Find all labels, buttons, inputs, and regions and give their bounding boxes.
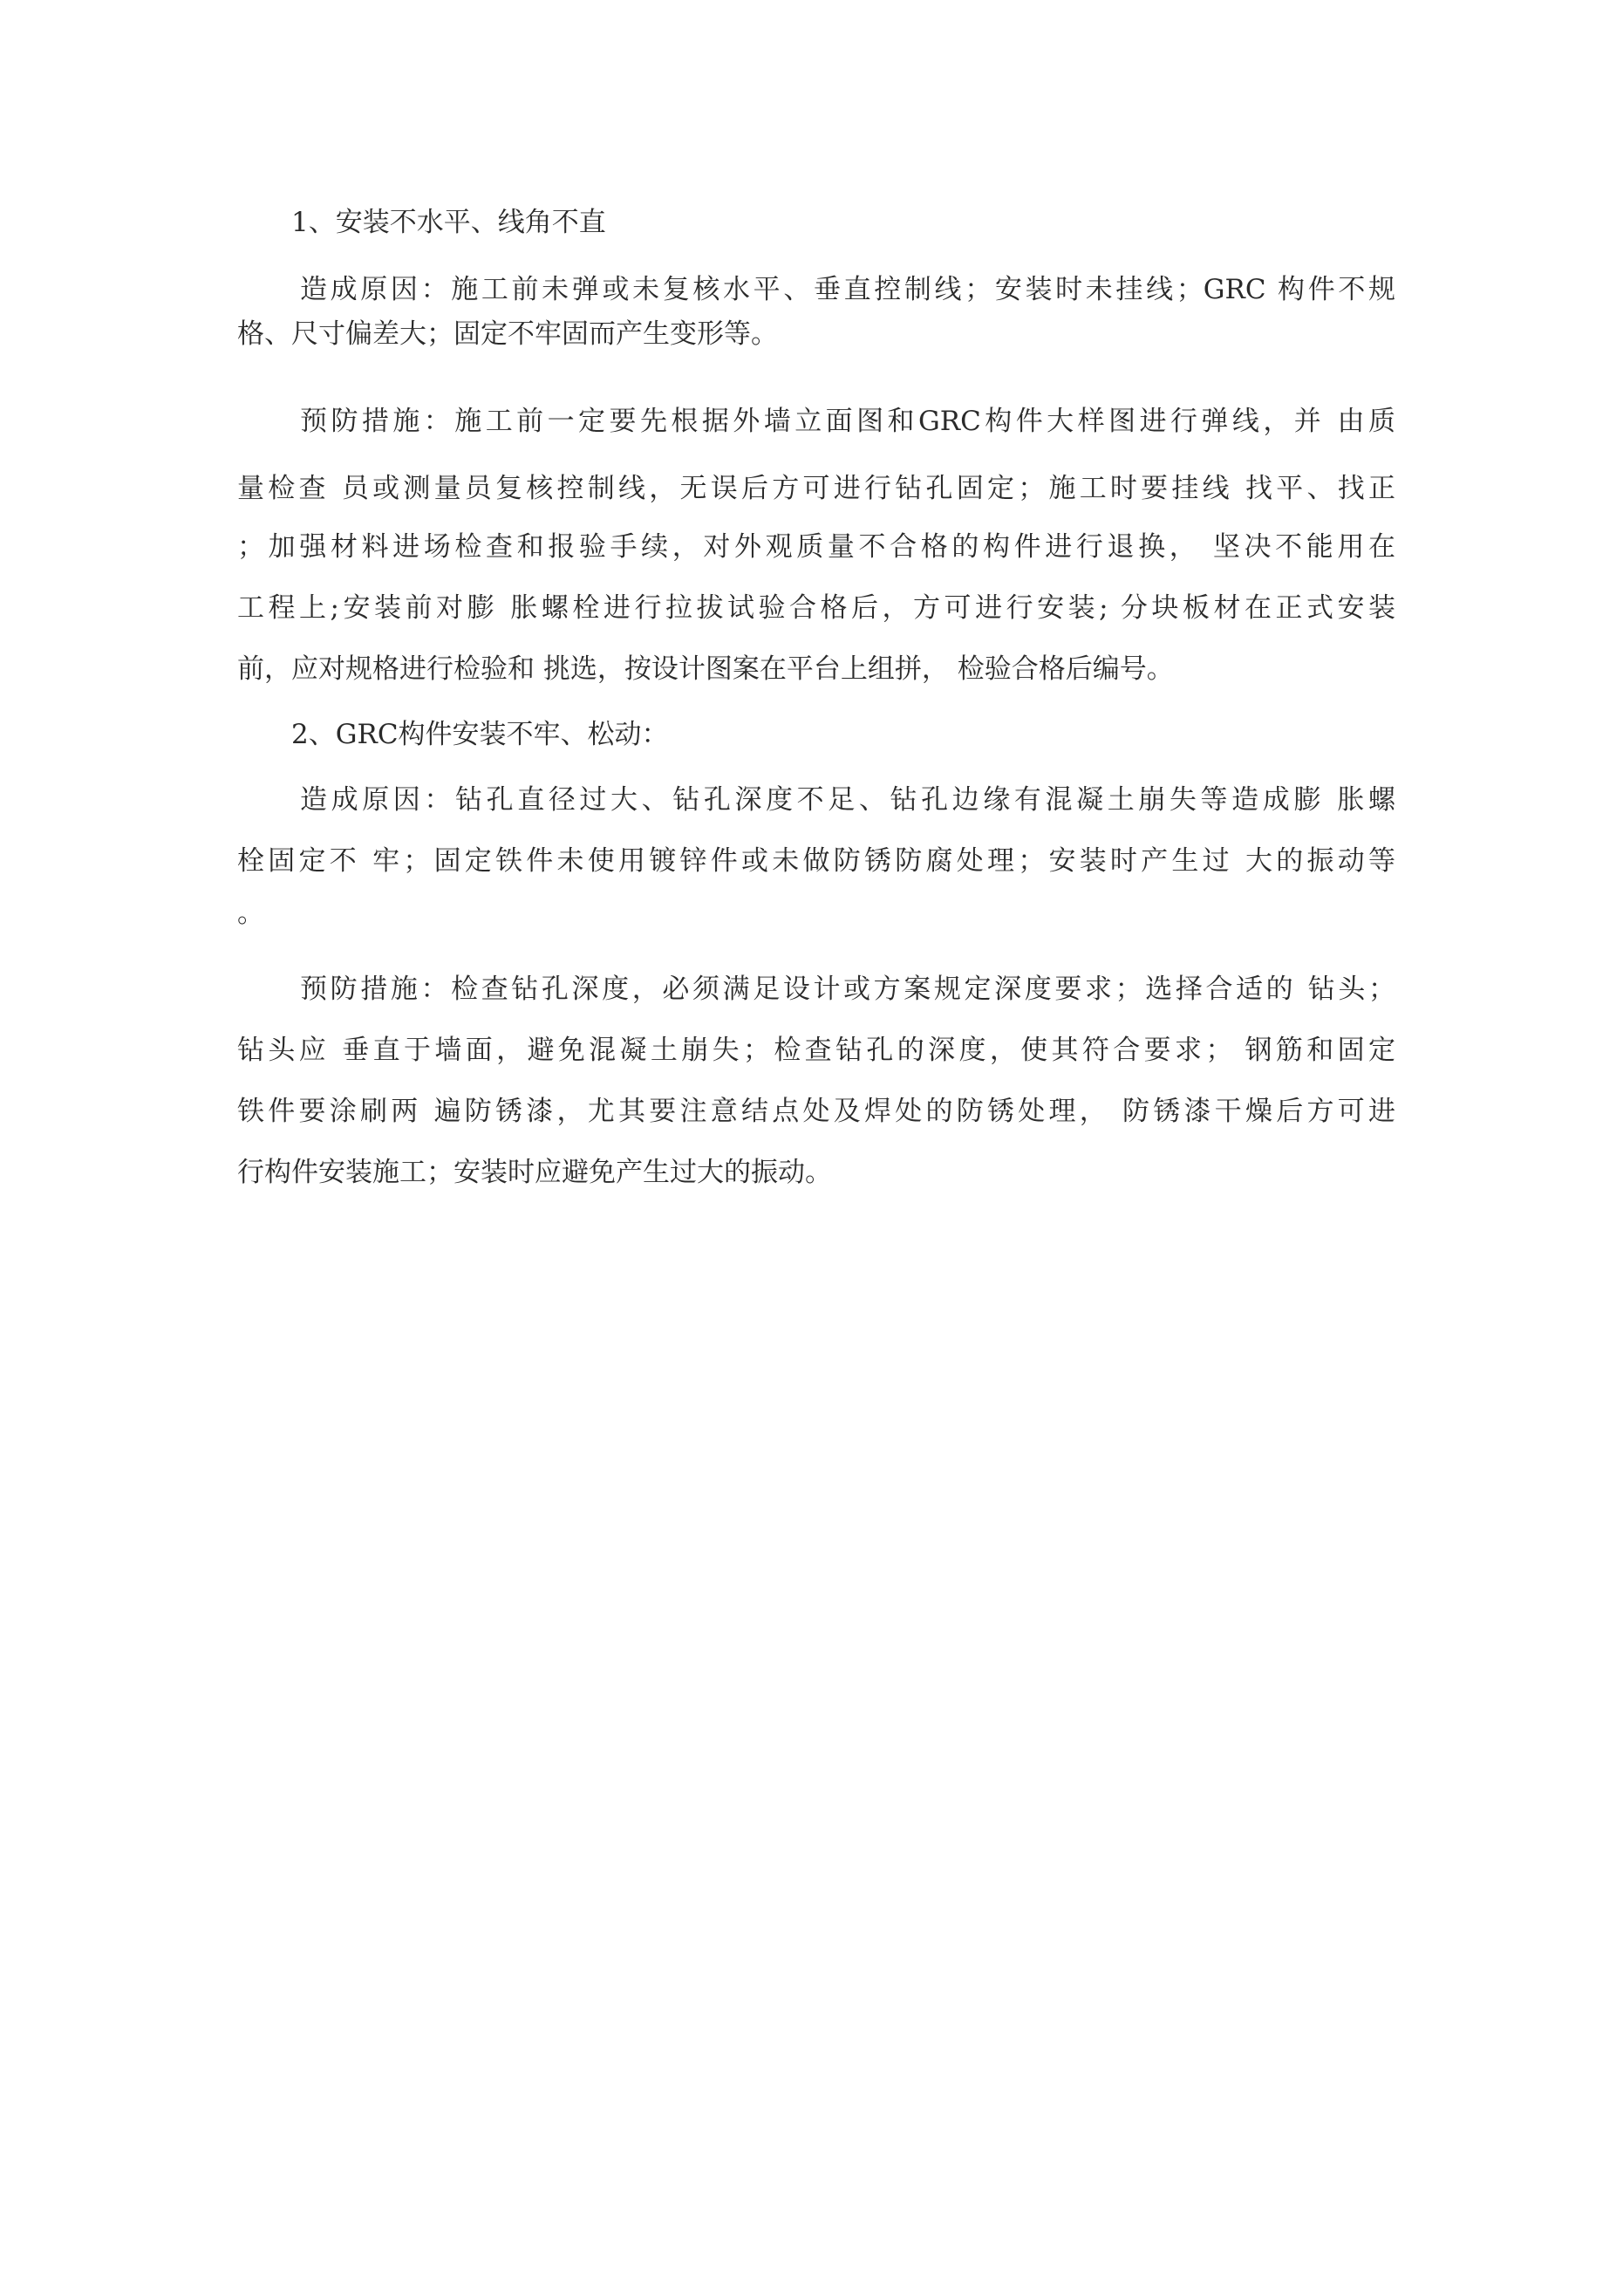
paragraph-line: 造成原因：施工前未弹或未复核水平、垂直控制线；安装时未挂线；GRC 构件不规 — [300, 274, 1395, 305]
section-heading: 2、GRC构件安装不牢、松动： — [291, 719, 669, 750]
paragraph-line: ；加强材料进场检查和报验手续，对外观质量不合格的构件进行退换， 坚决不能用在 — [237, 531, 1395, 563]
paragraph-line: 栓固定不 牢；固定铁件未使用镀锌件或未做防锈防腐处理；安装时产生过 大的振动等 — [237, 845, 1395, 877]
paragraph-line: 。 — [237, 898, 264, 929]
paragraph-line: 预防措施：检查钻孔深度，必须满足设计或方案规定深度要求；选择合适的 钻头； — [300, 974, 1395, 1005]
paragraph-line: 工程上;安装前对膨 胀螺栓进行拉拔试验合格后，方可进行安装; 分块板材在正式安装 — [237, 592, 1395, 624]
paragraph-line: 量检查 员或测量员复核控制线，无误后方可进行钻孔固定；施工时要挂线 找平、找正 — [237, 473, 1395, 504]
paragraph-line: 钻头应 垂直于墙面，避免混凝土崩失；检查钻孔的深度，使其符合要求； 钢筋和固定 — [237, 1035, 1395, 1066]
paragraph-line: 造成原因：钻孔直径过大、钻孔深度不足、钻孔边缘有混凝土崩失等造成膨 胀螺 — [300, 784, 1395, 816]
paragraph-line: 预防措施：施工前一定要先根据外墙立面图和GRC构件大样图进行弹线，并 由质 — [300, 406, 1395, 437]
paragraph-line: 格、尺寸偏差大；固定不牢固而产生变形等。 — [237, 318, 778, 350]
paragraph-line: 行构件安装施工；安装时应避免产生过大的振动。 — [237, 1157, 832, 1188]
paragraph-line: 铁件要涂刷两 遍防锈漆，尤其要注意结点处及焊处的防锈处理， 防锈漆干燥后方可进 — [237, 1096, 1395, 1127]
paragraph-line: 前，应对规格进行检验和 挑选，按设计图案在平台上组拼， 检验合格后编号。 — [237, 653, 1174, 685]
section-heading: 1、安装不水平、线角不直 — [291, 207, 606, 238]
